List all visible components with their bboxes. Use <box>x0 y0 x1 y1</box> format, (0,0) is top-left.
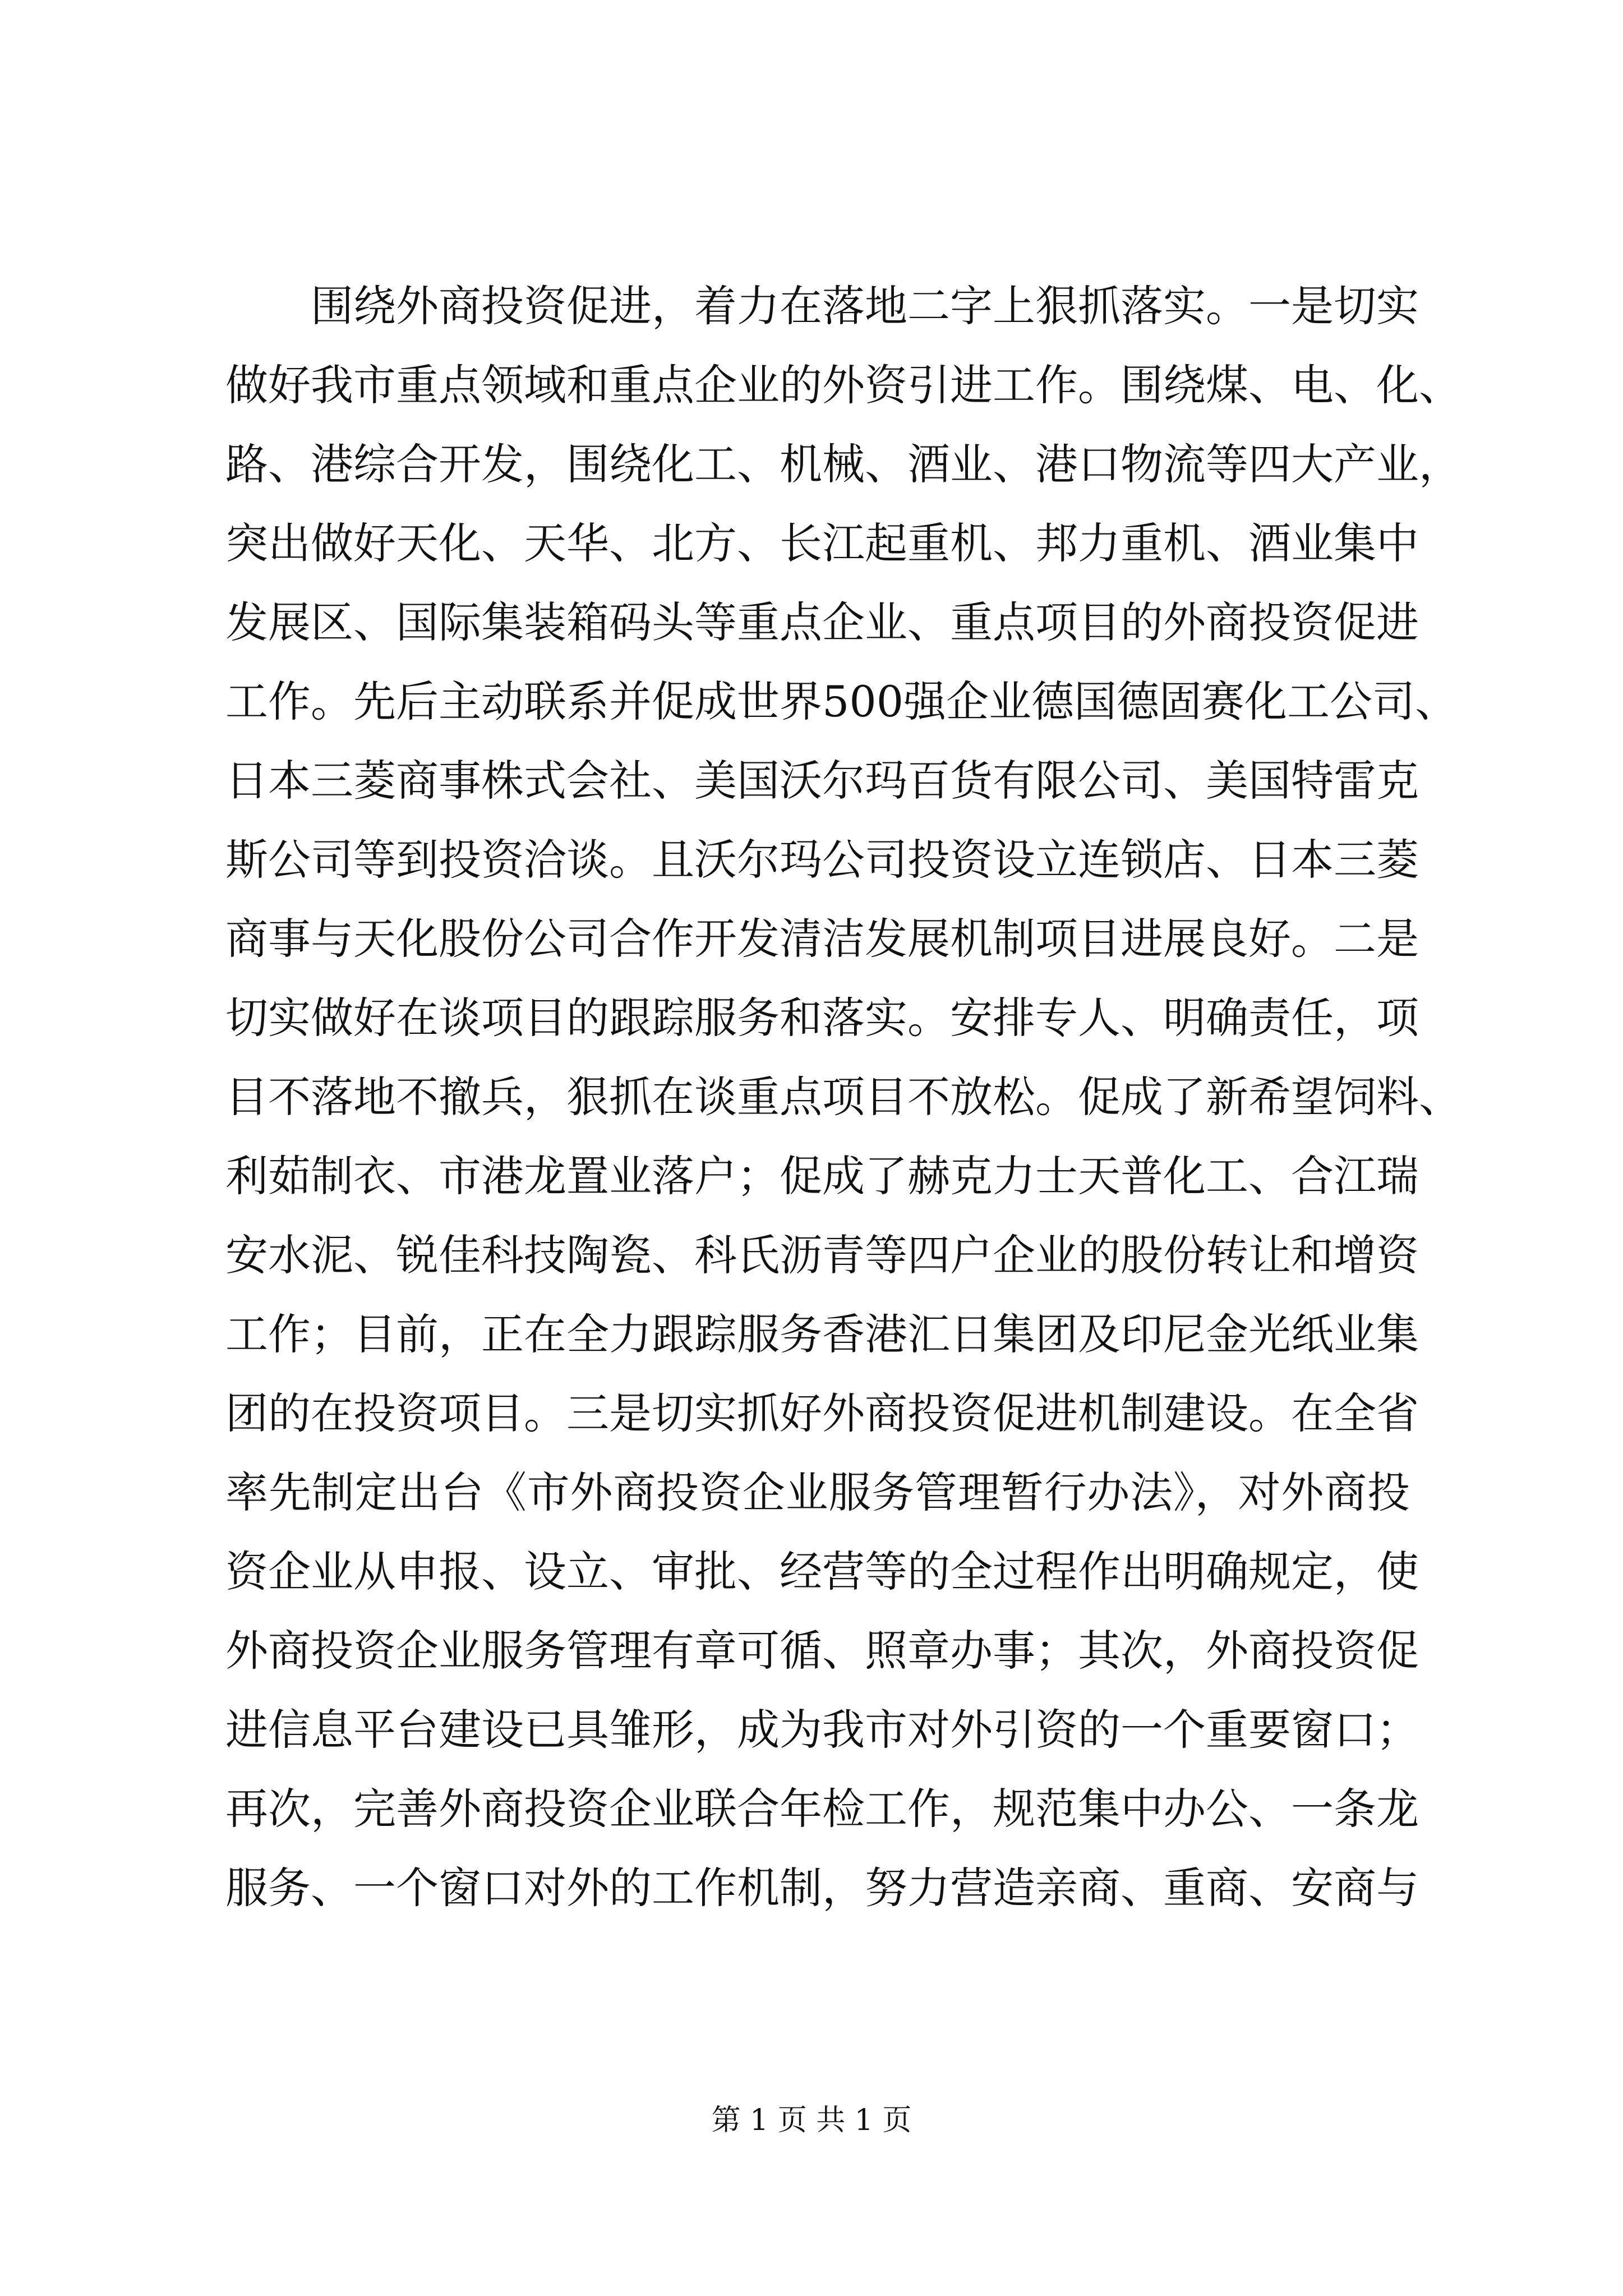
text-line: 工作；目前，正在全力跟踪服务香港汇日集团及印尼金光纸业集 <box>225 1309 1419 1359</box>
text-line: 资企业从申报、设立、审批、经营等的全过程作出明确规定，使 <box>225 1547 1419 1596</box>
text-line: 做好我市重点领域和重点企业的外资引进工作。围绕煤、电、化、 <box>225 360 1461 410</box>
text-line: 工作。先后主动联系并促成世界500强企业德国德固赛化工公司、 <box>225 677 1458 726</box>
page-number-footer: 第 1 页 共 1 页 <box>711 2104 912 2137</box>
text-line: 进信息平台建设已具雏形，成为我市对外引资的一个重要窗口； <box>225 1705 1419 1755</box>
text-line: 围绕外商投资促进，着力在落地二字上狠抓落实。一是切实 <box>311 281 1419 331</box>
text-line: 目不落地不撤兵，狠抓在谈重点项目不放松。促成了新希望饲料、 <box>225 1072 1461 1122</box>
text-line: 商事与天化股份公司合作开发清洁发展机制项目进展良好。二是 <box>225 914 1419 964</box>
text-line: 利茹制衣、市港龙置业落户；促成了赫克力士天普化工、合江瑞 <box>225 1151 1419 1201</box>
text-line: 安水泥、锐佳科技陶瓷、科氏沥青等四户企业的股份转让和增资 <box>225 1230 1419 1280</box>
text-line: 再次，完善外商投资企业联合年检工作，规范集中办公、一条龙 <box>225 1784 1419 1834</box>
text-line: 团的在投资项目。三是切实抓好外商投资促进机制建设。在全省 <box>225 1388 1419 1438</box>
text-line: 服务、一个窗口对外的工作机制，努力营造亲商、重商、安商与 <box>225 1863 1419 1913</box>
text-line: 日本三菱商事株式会社、美国沃尔玛百货有限公司、美国特雷克 <box>225 756 1419 806</box>
text-line: 率先制定出台《市外商投资企业服务管理暂行办法》，对外商投 <box>225 1467 1410 1517</box>
text-line: 切实做好在谈项目的跟踪服务和落实。安排专人、明确责任，项 <box>225 993 1419 1043</box>
text-line: 斯公司等到投资洽谈。且沃尔玛公司投资设立连锁店、日本三菱 <box>225 835 1419 885</box>
text-line: 外商投资企业服务管理有章可循、照章办事；其次，外商投资促 <box>225 1626 1419 1676</box>
text-line: 突出做好天化、天华、北方、长江起重机、邦力重机、酒业集中 <box>225 518 1419 568</box>
text-line: 路、港综合开发，围绕化工、机械、酒业、港口物流等四大产业， <box>225 439 1461 489</box>
body-paragraph <box>225 266 1461 1927</box>
text-line: 发展区、国际集装箱码头等重点企业、重点项目的外商投资促进 <box>225 597 1419 647</box>
